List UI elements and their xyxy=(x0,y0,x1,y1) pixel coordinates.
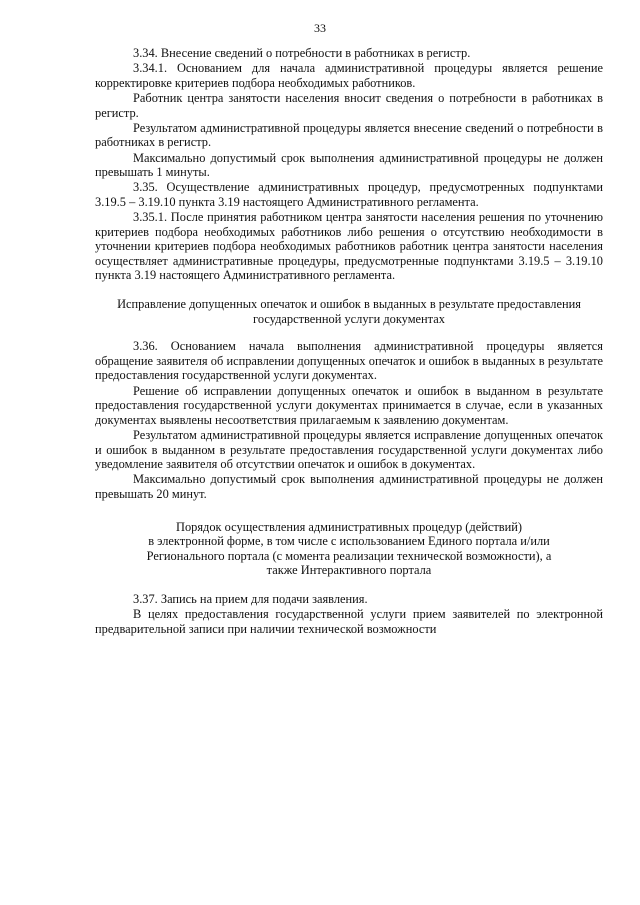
paragraph-3-36: 3.36. Основанием начала выполнения административной процедуры является обращение заявителя об исправлении допущенных опечаток и ошибок в выданных в результате предоставления государственной услуги документах. xyxy=(95,339,603,383)
paragraph-worker-enters: Работник центра занятости населения вносит сведения о потребности в работниках в регистр. xyxy=(95,90,603,120)
paragraph-result-3-34: Результатом административной процедуры является внесение сведений о потребности в работниках в регистр. xyxy=(95,120,603,150)
heading-line: также Интерактивного портала xyxy=(266,563,432,578)
section-heading-corrections: Исправление допущенных опечаток и ошибок в выданных в результате предоставления государственной услуги документах xyxy=(117,297,581,326)
paragraph-3-35-1: 3.35.1. После принятия работником центра занятости населения решения по уточнению критериев подбора необходимых работников либо решения о отсутствию необходимости в уточнении критериев подбора необходимых работников работник центра занятости населения осуществляет административные процедуры, предусмотренные подпунктами 3.19.5 – 3.19.10 пункта 3.19 настоящего Административного регламента. xyxy=(95,210,603,283)
paragraph-3-37: 3.37. Запись на прием для подачи заявления. xyxy=(133,591,368,606)
heading-line: в электронной форме, в том числе с использованием Единого портала и/или xyxy=(148,534,550,549)
paragraph-3-35: 3.35. Осуществление административных процедур, предусмотренных подпунктами 3.19.5 – 3.19.10 пункта 3.19 настоящего Административного регламента. xyxy=(95,180,603,209)
section-heading-electronic-procedures xyxy=(95,520,603,578)
paragraph-appointment: В целях предоставления государственной услуги прием заявителей по электронной предварительной записи при наличии технической возможности xyxy=(95,607,603,636)
paragraph-correction-decision: Решение об исправлении допущенных опечаток и ошибок в выданном в результате предоставления государственной услуги документах принимается в случае, если в указанных документах выявлены несоответствия прилагаемым к заявлению документам. xyxy=(95,383,603,427)
paragraph-max-time-3-36: Максимально допустимый срок выполнения административной процедуры не должен превышать 20 минут. xyxy=(95,472,603,501)
heading-line: Регионального портала (с момента реализации технической возможности), а xyxy=(146,548,552,563)
paragraph-3-34-1: 3.34.1. Основанием для начала административной процедуры является решение корректировке критериев подбора необходимых работников. xyxy=(95,61,603,90)
paragraph-result-3-36: Результатом административной процедуры является исправление допущенных опечаток и ошибок в выданном в результате предоставления государственной услуги документах либо уведомление заявителя об отсутствии опечаток и ошибок в документах. xyxy=(95,428,603,472)
document-body xyxy=(95,46,603,636)
paragraph-max-time-3-34: Максимально допустимый срок выполнения административной процедуры не должен превышать 1 минуты. xyxy=(95,150,603,180)
paragraph-3-34: 3.34. Внесение сведений о потребности в работниках в регистр. xyxy=(133,46,471,60)
heading-line: Порядок осуществления административных процедур (действий) xyxy=(176,519,522,534)
page-number: 33 xyxy=(314,21,326,35)
